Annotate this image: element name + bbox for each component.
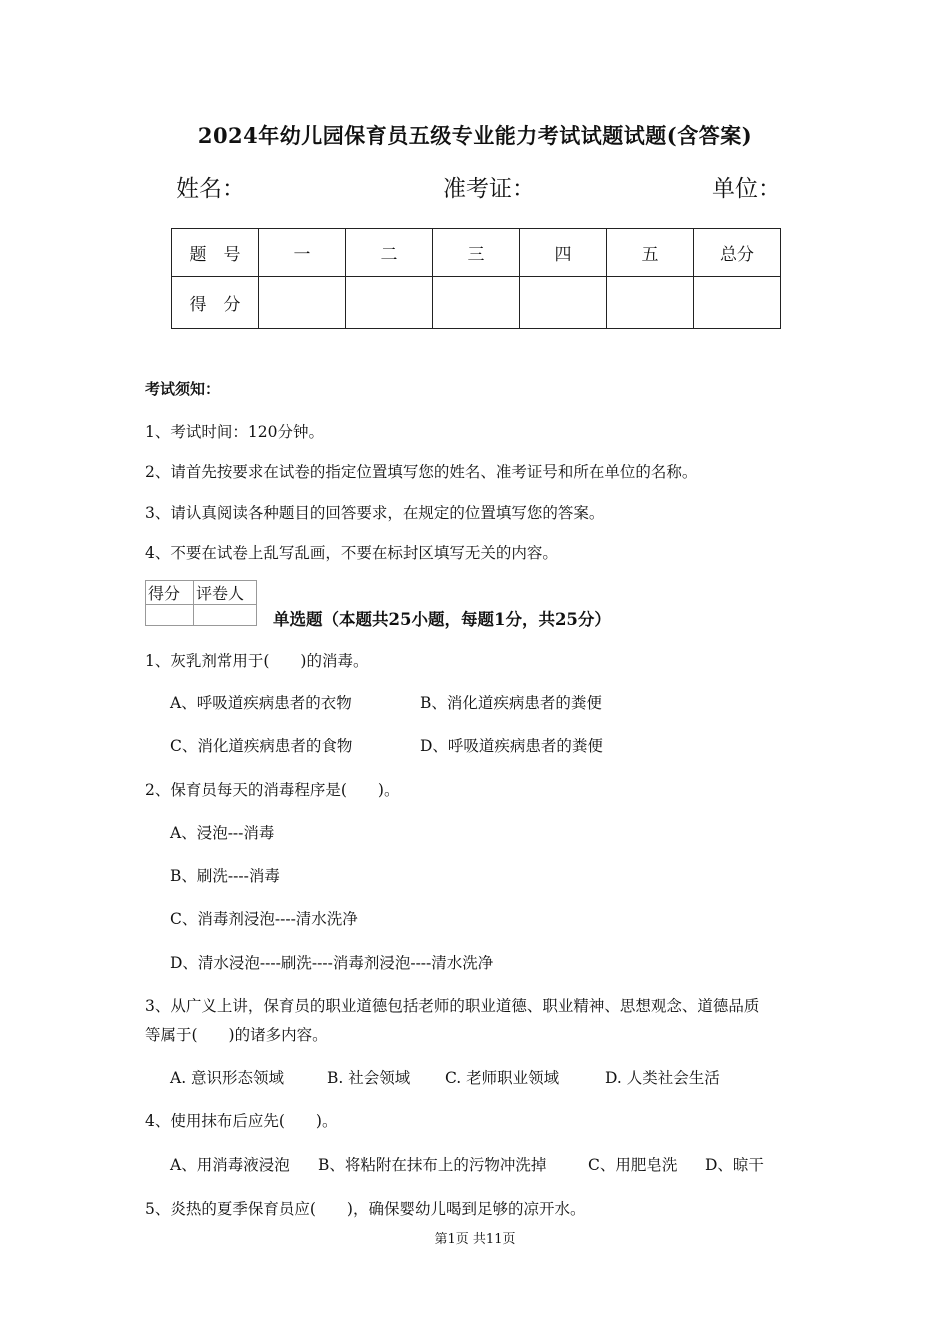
score-cell — [607, 277, 694, 329]
page-footer: 第1页 共11页 — [434, 1232, 516, 1247]
grader-box — [145, 580, 257, 626]
grader-box-grader-cell — [194, 605, 257, 626]
grader-box-score-label: 得分 — [146, 581, 194, 605]
name-field-label: 姓名： — [176, 176, 245, 202]
document-title: 2024年幼儿园保育员五级专业能力考试试题试题(含答案) — [197, 123, 753, 148]
question-stem: 3、从广义上讲，保育员的职业道德包括老师的职业道德、职业精神、思想观念、道德品质 — [145, 997, 760, 1015]
score-header-cell: 三 — [433, 229, 520, 277]
question-option: B、刷洗----消毒 — [170, 867, 280, 885]
question-option: A、呼吸道疾病患者的衣物 — [170, 694, 352, 712]
question-option: C. 老师职业领域 — [445, 1069, 560, 1087]
score-header-cell: 五 — [607, 229, 694, 277]
question-option: A、浸泡---消毒 — [170, 824, 275, 842]
notice-title: 考试须知： — [145, 380, 221, 398]
notice-item: 1、考试时间：120分钟。 — [145, 423, 324, 441]
grader-box-grader-label: 评卷人 — [194, 581, 257, 605]
exam-number-field-label: 准考证： — [443, 176, 535, 202]
score-header-cell: 四 — [520, 229, 607, 277]
question-option: D. 人类社会生活 — [605, 1069, 720, 1087]
score-header-cell: 二 — [346, 229, 433, 277]
question-option: A、用消毒液浸泡 — [170, 1156, 290, 1174]
score-header-cell: 总分 — [694, 229, 781, 277]
score-row-label: 得 分 — [172, 277, 259, 329]
grader-box-score-cell — [146, 605, 194, 626]
score-cell — [433, 277, 520, 329]
question-option: A. 意识形态领域 — [170, 1069, 285, 1087]
score-table-header-row — [172, 229, 781, 277]
question-stem: 2、保育员每天的消毒程序是( )。 — [145, 781, 400, 799]
question-stem: 5、炎热的夏季保育员应( )，确保婴幼儿喝到足够的凉开水。 — [145, 1200, 586, 1218]
score-cell — [346, 277, 433, 329]
score-header-cell: 一 — [259, 229, 346, 277]
score-cell — [694, 277, 781, 329]
score-table — [171, 228, 781, 329]
question-option: B、将粘附在抹布上的污物冲洗掉 — [318, 1156, 547, 1174]
score-header-cell: 题 号 — [172, 229, 259, 277]
score-cell — [520, 277, 607, 329]
question-stem: 1、灰乳剂常用于( )的消毒。 — [145, 652, 369, 670]
question-option: C、消毒剂浸泡----清水洗净 — [170, 910, 358, 928]
question-option: C、消化道疾病患者的食物 — [170, 737, 353, 755]
question-option: C、用肥皂洗 — [588, 1156, 678, 1174]
notice-item: 4、不要在试卷上乱写乱画，不要在标封区填写无关的内容。 — [145, 544, 558, 562]
notice-item: 2、请首先按要求在试卷的指定位置填写您的姓名、准考证号和所在单位的名称。 — [145, 463, 698, 481]
question-option: B. 社会领域 — [327, 1069, 411, 1087]
question-option: D、清水浸泡----刷洗----消毒剂浸泡----清水洗净 — [170, 954, 494, 972]
question-option: B、消化道疾病患者的粪便 — [420, 694, 602, 712]
question-option: D、晾干 — [705, 1156, 764, 1174]
notice-item: 3、请认真阅读各种题目的回答要求，在规定的位置填写您的答案。 — [145, 504, 605, 522]
score-table-score-row — [172, 277, 781, 329]
question-stem: 4、使用抹布后应先( )。 — [145, 1112, 338, 1130]
section-title: 单选题（本题共25小题，每题1分，共25分） — [273, 610, 611, 629]
question-option: D、呼吸道疾病患者的粪便 — [420, 737, 603, 755]
score-cell — [259, 277, 346, 329]
unit-field-label: 单位： — [712, 176, 781, 202]
question-stem-continued: 等属于( )的诸多内容。 — [145, 1026, 328, 1044]
